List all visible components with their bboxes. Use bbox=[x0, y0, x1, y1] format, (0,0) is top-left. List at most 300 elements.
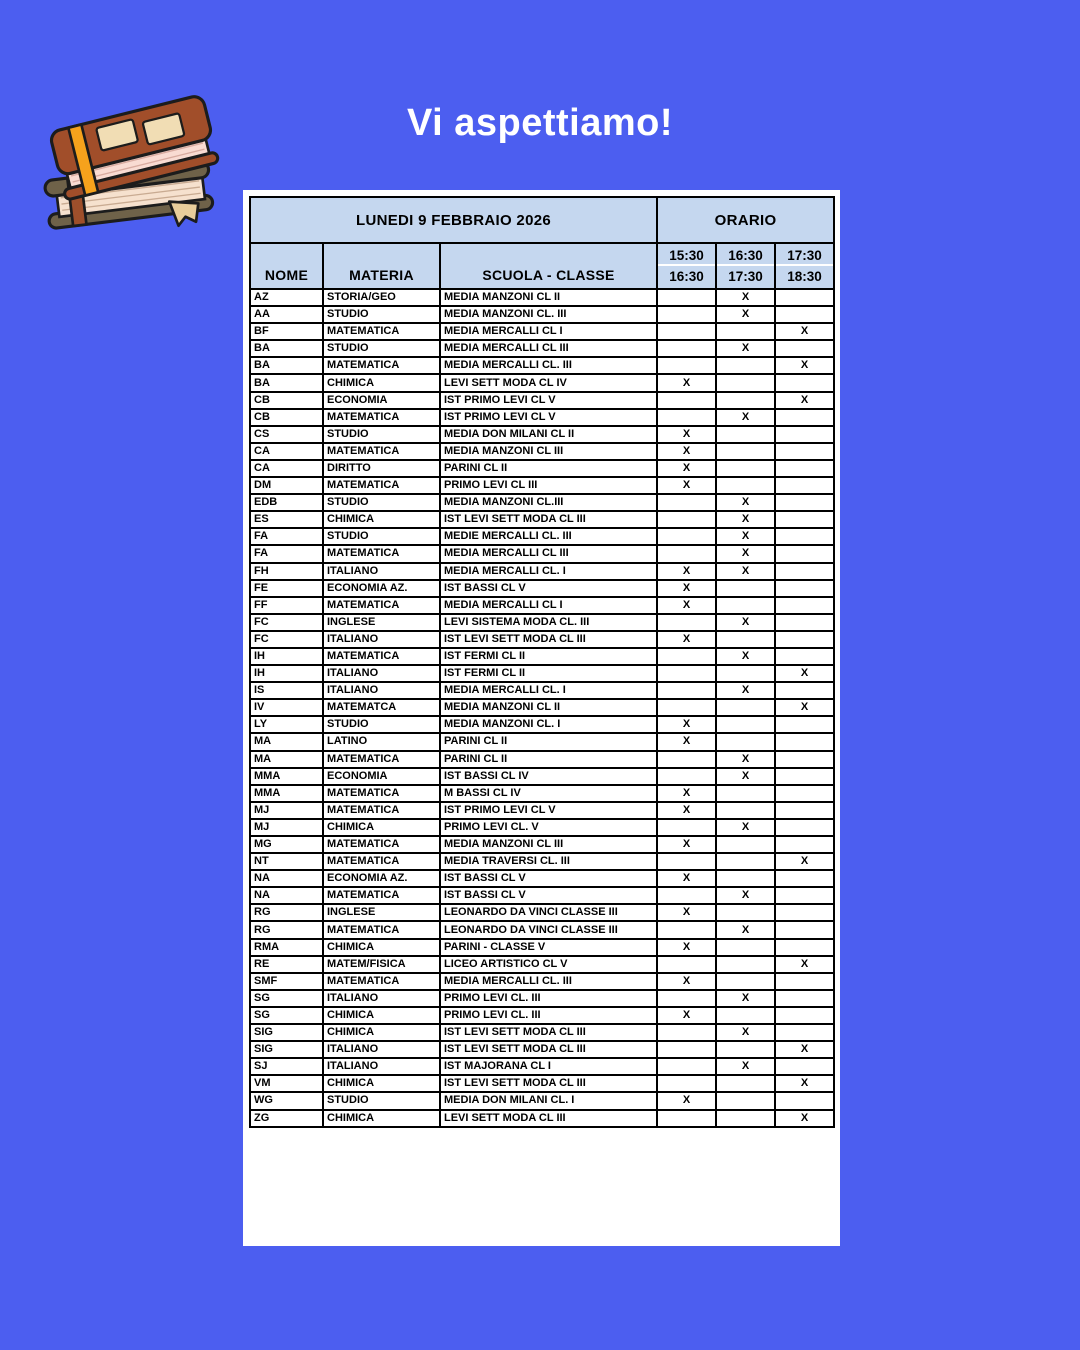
slot-mark-2: X bbox=[716, 768, 775, 785]
row-scuola: MEDIA MANZONI CL. III bbox=[440, 306, 657, 323]
row-materia: MATEMATICA bbox=[323, 836, 440, 853]
row-nome: CA bbox=[250, 443, 323, 460]
row-scuola: MEDIA MERCALLI CL III bbox=[440, 340, 657, 357]
row-nome: EDB bbox=[250, 494, 323, 511]
row-materia: CHIMICA bbox=[323, 374, 440, 391]
slot-mark-2 bbox=[716, 631, 775, 648]
schedule-row bbox=[250, 1110, 834, 1127]
schedule-row bbox=[250, 1058, 834, 1075]
slot-mark-1 bbox=[657, 1041, 716, 1058]
schedule-row bbox=[250, 614, 834, 631]
row-nome: IH bbox=[250, 665, 323, 682]
schedule-row bbox=[250, 904, 834, 921]
row-nome: MA bbox=[250, 733, 323, 750]
slot-mark-2: X bbox=[716, 545, 775, 562]
row-scuola: IST FERMI CL II bbox=[440, 648, 657, 665]
row-materia: MATEM/FISICA bbox=[323, 956, 440, 973]
slot-mark-1: X bbox=[657, 426, 716, 443]
slot-mark-1 bbox=[657, 614, 716, 631]
slot-mark-2 bbox=[716, 443, 775, 460]
slot-mark-1 bbox=[657, 357, 716, 374]
slot-mark-1: X bbox=[657, 460, 716, 477]
row-scuola: MEDIA MERCALLI CL. I bbox=[440, 682, 657, 699]
schedule-row bbox=[250, 751, 834, 768]
schedule-row bbox=[250, 785, 834, 802]
slot-mark-3: X bbox=[775, 1110, 834, 1127]
slot-mark-2 bbox=[716, 956, 775, 973]
slot-mark-2: X bbox=[716, 921, 775, 938]
row-nome: SMF bbox=[250, 973, 323, 990]
slot-mark-2 bbox=[716, 836, 775, 853]
slot-mark-2 bbox=[716, 374, 775, 391]
slot-mark-2 bbox=[716, 392, 775, 409]
slot-mark-3 bbox=[775, 648, 834, 665]
slot-mark-3 bbox=[775, 528, 834, 545]
slot-mark-2: X bbox=[716, 1024, 775, 1041]
row-nome: CS bbox=[250, 426, 323, 443]
row-scuola: MEDIA MERCALLI CL III bbox=[440, 545, 657, 562]
slot1-end-time: 16:30 bbox=[669, 269, 704, 284]
slot-mark-1 bbox=[657, 1110, 716, 1127]
slot-mark-1 bbox=[657, 392, 716, 409]
schedule-row bbox=[250, 956, 834, 973]
slot-mark-1 bbox=[657, 921, 716, 938]
row-scuola: PRIMO LEVI CL. III bbox=[440, 990, 657, 1007]
schedule-row bbox=[250, 1092, 834, 1109]
slot-mark-2: X bbox=[716, 751, 775, 768]
slot-mark-3: X bbox=[775, 956, 834, 973]
row-nome: BA bbox=[250, 374, 323, 391]
schedule-row bbox=[250, 836, 834, 853]
slot-mark-3 bbox=[775, 733, 834, 750]
row-nome: MMA bbox=[250, 768, 323, 785]
column-header-materia: MATERIA bbox=[323, 243, 440, 289]
schedule-row bbox=[250, 870, 834, 887]
row-materia: LATINO bbox=[323, 733, 440, 750]
row-scuola: IST BASSI CL V bbox=[440, 580, 657, 597]
row-scuola: IST LEVI SETT MODA CL III bbox=[440, 1024, 657, 1041]
slot-mark-2: X bbox=[716, 289, 775, 306]
slot1-start-time: 15:30 bbox=[658, 245, 715, 266]
row-scuola: PRIMO LEVI CL III bbox=[440, 477, 657, 494]
row-materia: MATEMATICA bbox=[323, 477, 440, 494]
row-nome: CB bbox=[250, 409, 323, 426]
row-scuola: MEDIA MANZONI CL.III bbox=[440, 494, 657, 511]
row-scuola: MEDIA DON MILANI CL. I bbox=[440, 1092, 657, 1109]
row-materia: ECONOMIA AZ. bbox=[323, 870, 440, 887]
slot-mark-1 bbox=[657, 699, 716, 716]
slot-mark-2: X bbox=[716, 990, 775, 1007]
row-nome: NA bbox=[250, 887, 323, 904]
row-nome: LY bbox=[250, 716, 323, 733]
row-materia: MATEMATICA bbox=[323, 785, 440, 802]
row-materia: STUDIO bbox=[323, 306, 440, 323]
schedule-row bbox=[250, 494, 834, 511]
row-scuola: IST PRIMO LEVI CL V bbox=[440, 409, 657, 426]
slot-mark-1 bbox=[657, 528, 716, 545]
row-materia: CHIMICA bbox=[323, 1024, 440, 1041]
schedule-row bbox=[250, 1041, 834, 1058]
schedule-table bbox=[249, 196, 835, 1128]
slot-mark-2 bbox=[716, 802, 775, 819]
schedule-row bbox=[250, 939, 834, 956]
row-materia: STUDIO bbox=[323, 528, 440, 545]
slot-mark-3 bbox=[775, 990, 834, 1007]
slot-mark-2: X bbox=[716, 306, 775, 323]
row-materia: MATEMATICA bbox=[323, 921, 440, 938]
slot-mark-1: X bbox=[657, 870, 716, 887]
row-materia: STUDIO bbox=[323, 426, 440, 443]
row-scuola: IST LEVI SETT MODA CL III bbox=[440, 511, 657, 528]
slot-mark-1: X bbox=[657, 716, 716, 733]
row-nome: SIG bbox=[250, 1041, 323, 1058]
slot-mark-2 bbox=[716, 870, 775, 887]
slot-mark-2 bbox=[716, 597, 775, 614]
row-scuola: LEVI SISTEMA MODA CL. III bbox=[440, 614, 657, 631]
row-scuola: PARINI CL II bbox=[440, 460, 657, 477]
row-nome: RE bbox=[250, 956, 323, 973]
schedule-row bbox=[250, 306, 834, 323]
row-nome: SIG bbox=[250, 1024, 323, 1041]
row-materia: MATEMATCA bbox=[323, 699, 440, 716]
row-scuola: LEVI SETT MODA CL III bbox=[440, 1110, 657, 1127]
row-materia: ITALIANO bbox=[323, 631, 440, 648]
slot-mark-1 bbox=[657, 648, 716, 665]
row-nome: CB bbox=[250, 392, 323, 409]
row-nome: FE bbox=[250, 580, 323, 597]
slot3-start-time: 17:30 bbox=[776, 245, 833, 266]
schedule-row bbox=[250, 392, 834, 409]
slot-mark-3 bbox=[775, 494, 834, 511]
slot-mark-3: X bbox=[775, 665, 834, 682]
schedule-row bbox=[250, 563, 834, 580]
row-materia: ITALIANO bbox=[323, 1058, 440, 1075]
slot-mark-1 bbox=[657, 990, 716, 1007]
slot-mark-3: X bbox=[775, 357, 834, 374]
slot-mark-2 bbox=[716, 716, 775, 733]
slot-mark-1: X bbox=[657, 374, 716, 391]
row-scuola: MEDIA MANZONI CL III bbox=[440, 443, 657, 460]
schedule-row bbox=[250, 1075, 834, 1092]
slot-mark-2 bbox=[716, 1075, 775, 1092]
row-materia: MATEMATICA bbox=[323, 597, 440, 614]
row-scuola: M BASSI CL IV bbox=[440, 785, 657, 802]
row-materia: MATEMATICA bbox=[323, 887, 440, 904]
slot-mark-3 bbox=[775, 460, 834, 477]
row-materia: ECONOMIA bbox=[323, 392, 440, 409]
row-scuola: IST BASSI CL IV bbox=[440, 768, 657, 785]
slot-mark-3 bbox=[775, 580, 834, 597]
slot-mark-3 bbox=[775, 939, 834, 956]
row-materia: STUDIO bbox=[323, 716, 440, 733]
slot-mark-3: X bbox=[775, 1041, 834, 1058]
schedule-row bbox=[250, 289, 834, 306]
schedule-row bbox=[250, 545, 834, 562]
slot-mark-1: X bbox=[657, 785, 716, 802]
row-materia: CHIMICA bbox=[323, 511, 440, 528]
row-materia: CHIMICA bbox=[323, 1110, 440, 1127]
slot-mark-1: X bbox=[657, 904, 716, 921]
slot-mark-1 bbox=[657, 289, 716, 306]
row-nome: FA bbox=[250, 528, 323, 545]
row-materia: MATEMATICA bbox=[323, 443, 440, 460]
row-nome: RG bbox=[250, 904, 323, 921]
page-title: Vi aspettiamo! bbox=[406, 102, 674, 144]
slot-mark-1 bbox=[657, 494, 716, 511]
row-scuola: MEDIA MERCALLI CL. III bbox=[440, 357, 657, 374]
slot-mark-2 bbox=[716, 904, 775, 921]
slot-mark-3 bbox=[775, 477, 834, 494]
row-scuola: IST BASSI CL V bbox=[440, 887, 657, 904]
row-materia: DIRITTO bbox=[323, 460, 440, 477]
row-materia: ITALIANO bbox=[323, 990, 440, 1007]
row-materia: CHIMICA bbox=[323, 939, 440, 956]
row-scuola: IST LEVI SETT MODA CL III bbox=[440, 631, 657, 648]
row-materia: CHIMICA bbox=[323, 1007, 440, 1024]
schedule-row bbox=[250, 340, 834, 357]
row-nome: BF bbox=[250, 323, 323, 340]
schedule-row bbox=[250, 580, 834, 597]
row-scuola: LEONARDO DA VINCI CLASSE III bbox=[440, 921, 657, 938]
row-scuola: MEDIA MERCALLI CL I bbox=[440, 597, 657, 614]
slot-mark-3: X bbox=[775, 323, 834, 340]
row-materia: INGLESE bbox=[323, 614, 440, 631]
row-nome: SJ bbox=[250, 1058, 323, 1075]
slot-mark-1: X bbox=[657, 563, 716, 580]
slot-mark-3 bbox=[775, 340, 834, 357]
slot-mark-1 bbox=[657, 1058, 716, 1075]
row-nome: FA bbox=[250, 545, 323, 562]
row-nome: AZ bbox=[250, 289, 323, 306]
schedule-row bbox=[250, 973, 834, 990]
slot-mark-3 bbox=[775, 887, 834, 904]
slot-mark-2: X bbox=[716, 614, 775, 631]
row-scuola: IST FERMI CL II bbox=[440, 665, 657, 682]
slot-mark-2: X bbox=[716, 563, 775, 580]
row-scuola: MEDIA TRAVERSI CL. III bbox=[440, 853, 657, 870]
schedule-row bbox=[250, 682, 834, 699]
column-header-slot2 bbox=[716, 243, 775, 289]
slot-mark-3: X bbox=[775, 699, 834, 716]
slot-mark-2 bbox=[716, 699, 775, 716]
row-nome: VM bbox=[250, 1075, 323, 1092]
row-scuola: MEDIA MERCALLI CL. III bbox=[440, 973, 657, 990]
row-nome: FC bbox=[250, 631, 323, 648]
row-scuola: IST BASSI CL V bbox=[440, 870, 657, 887]
slot-mark-1: X bbox=[657, 733, 716, 750]
row-scuola: PRIMO LEVI CL. V bbox=[440, 819, 657, 836]
schedule-row bbox=[250, 648, 834, 665]
column-header-slot3 bbox=[775, 243, 834, 289]
slot-mark-3 bbox=[775, 682, 834, 699]
row-scuola: IST LEVI SETT MODA CL III bbox=[440, 1041, 657, 1058]
row-nome: IV bbox=[250, 699, 323, 716]
slot-mark-3 bbox=[775, 1092, 834, 1109]
row-materia: MATEMATICA bbox=[323, 545, 440, 562]
row-materia: MATEMATICA bbox=[323, 648, 440, 665]
slot-mark-1 bbox=[657, 682, 716, 699]
slot-mark-1 bbox=[657, 409, 716, 426]
row-nome: MJ bbox=[250, 819, 323, 836]
slot-mark-1 bbox=[657, 956, 716, 973]
row-materia: STUDIO bbox=[323, 1092, 440, 1109]
row-nome: IH bbox=[250, 648, 323, 665]
row-scuola: IST PRIMO LEVI CL V bbox=[440, 392, 657, 409]
schedule-row bbox=[250, 733, 834, 750]
row-materia: ITALIANO bbox=[323, 563, 440, 580]
row-materia: MATEMATICA bbox=[323, 323, 440, 340]
row-materia: CHIMICA bbox=[323, 819, 440, 836]
row-nome: AA bbox=[250, 306, 323, 323]
row-nome: ZG bbox=[250, 1110, 323, 1127]
slot-mark-2 bbox=[716, 426, 775, 443]
row-scuola: MEDIE MERCALLI CL. III bbox=[440, 528, 657, 545]
row-scuola: PARINI CL II bbox=[440, 733, 657, 750]
slot-mark-1 bbox=[657, 323, 716, 340]
schedule-row bbox=[250, 665, 834, 682]
slot-mark-1 bbox=[657, 751, 716, 768]
schedule-row bbox=[250, 631, 834, 648]
slot-mark-3 bbox=[775, 1007, 834, 1024]
row-scuola: MEDIA MANZONI CL. I bbox=[440, 716, 657, 733]
schedule-row bbox=[250, 990, 834, 1007]
row-scuola: PARINI - CLASSE V bbox=[440, 939, 657, 956]
schedule-row bbox=[250, 357, 834, 374]
slot-mark-3 bbox=[775, 443, 834, 460]
slot-mark-2 bbox=[716, 477, 775, 494]
row-materia: MATEMATICA bbox=[323, 751, 440, 768]
row-nome: FH bbox=[250, 563, 323, 580]
schedule-row bbox=[250, 921, 834, 938]
slot-mark-2: X bbox=[716, 528, 775, 545]
slot-mark-2: X bbox=[716, 682, 775, 699]
row-scuola: LEVI SETT MODA CL IV bbox=[440, 374, 657, 391]
row-nome: ES bbox=[250, 511, 323, 528]
table-date-header: LUNEDI 9 FEBBRAIO 2026 bbox=[250, 197, 657, 243]
row-nome: NA bbox=[250, 870, 323, 887]
schedule-row bbox=[250, 887, 834, 904]
row-materia: STUDIO bbox=[323, 494, 440, 511]
slot-mark-3 bbox=[775, 836, 834, 853]
schedule-row bbox=[250, 768, 834, 785]
row-materia: STUDIO bbox=[323, 340, 440, 357]
slot-mark-2 bbox=[716, 357, 775, 374]
slot2-start-time: 16:30 bbox=[717, 245, 774, 266]
row-nome: BA bbox=[250, 340, 323, 357]
row-nome: MA bbox=[250, 751, 323, 768]
schedule-row bbox=[250, 802, 834, 819]
slot-mark-1 bbox=[657, 665, 716, 682]
slot-mark-3 bbox=[775, 904, 834, 921]
slot-mark-3 bbox=[775, 374, 834, 391]
slot-mark-3 bbox=[775, 409, 834, 426]
row-materia: MATEMATICA bbox=[323, 357, 440, 374]
slot-mark-3 bbox=[775, 614, 834, 631]
slot-mark-1 bbox=[657, 819, 716, 836]
row-nome: FC bbox=[250, 614, 323, 631]
column-header-nome: NOME bbox=[250, 243, 323, 289]
slot3-end-time: 18:30 bbox=[787, 269, 822, 284]
row-nome: MJ bbox=[250, 802, 323, 819]
slot-mark-3: X bbox=[775, 1075, 834, 1092]
slot-mark-1: X bbox=[657, 597, 716, 614]
slot-mark-3 bbox=[775, 973, 834, 990]
slot-mark-1: X bbox=[657, 477, 716, 494]
slot-mark-2 bbox=[716, 853, 775, 870]
slot-mark-2 bbox=[716, 580, 775, 597]
column-header-scuola: SCUOLA - CLASSE bbox=[440, 243, 657, 289]
slot-mark-1 bbox=[657, 306, 716, 323]
slot-mark-2 bbox=[716, 939, 775, 956]
row-scuola: MEDIA MERCALLI CL. I bbox=[440, 563, 657, 580]
slot-mark-2: X bbox=[716, 340, 775, 357]
slot-mark-3 bbox=[775, 631, 834, 648]
schedule-row bbox=[250, 511, 834, 528]
row-nome: IS bbox=[250, 682, 323, 699]
slot-mark-2: X bbox=[716, 494, 775, 511]
slot-mark-1: X bbox=[657, 836, 716, 853]
slot-mark-1 bbox=[657, 545, 716, 562]
slot-mark-3: X bbox=[775, 392, 834, 409]
slot-mark-2 bbox=[716, 973, 775, 990]
slot-mark-1 bbox=[657, 853, 716, 870]
schedule-row bbox=[250, 460, 834, 477]
row-scuola: MEDIA MERCALLI CL I bbox=[440, 323, 657, 340]
row-nome: SG bbox=[250, 990, 323, 1007]
slot-mark-1: X bbox=[657, 973, 716, 990]
slot-mark-1 bbox=[657, 1075, 716, 1092]
schedule-row bbox=[250, 853, 834, 870]
slot-mark-2 bbox=[716, 785, 775, 802]
slot-mark-3 bbox=[775, 716, 834, 733]
row-materia: MATEMATICA bbox=[323, 973, 440, 990]
schedule-row bbox=[250, 409, 834, 426]
slot-mark-3 bbox=[775, 819, 834, 836]
slot-mark-3 bbox=[775, 751, 834, 768]
slot-mark-1 bbox=[657, 511, 716, 528]
slot-mark-2 bbox=[716, 1092, 775, 1109]
slot-mark-2 bbox=[716, 733, 775, 750]
row-scuola: LEONARDO DA VINCI CLASSE III bbox=[440, 904, 657, 921]
schedule-row bbox=[250, 374, 834, 391]
slot-mark-1 bbox=[657, 887, 716, 904]
schedule-row bbox=[250, 1024, 834, 1041]
slot-mark-1 bbox=[657, 1024, 716, 1041]
slot-mark-3 bbox=[775, 1058, 834, 1075]
schedule-row bbox=[250, 819, 834, 836]
slot-mark-3 bbox=[775, 545, 834, 562]
row-nome: FF bbox=[250, 597, 323, 614]
row-materia: ECONOMIA bbox=[323, 768, 440, 785]
slot-mark-2 bbox=[716, 460, 775, 477]
row-materia: MATEMATICA bbox=[323, 802, 440, 819]
slot-mark-1: X bbox=[657, 802, 716, 819]
schedule-row bbox=[250, 1007, 834, 1024]
slot-mark-3 bbox=[775, 289, 834, 306]
table-orario-header: ORARIO bbox=[657, 197, 834, 243]
schedule-row bbox=[250, 699, 834, 716]
slot-mark-2: X bbox=[716, 819, 775, 836]
row-materia: CHIMICA bbox=[323, 1075, 440, 1092]
slot-mark-2: X bbox=[716, 887, 775, 904]
row-nome: RG bbox=[250, 921, 323, 938]
schedule-row bbox=[250, 477, 834, 494]
schedule-row bbox=[250, 426, 834, 443]
row-nome: CA bbox=[250, 460, 323, 477]
slot-mark-2 bbox=[716, 1110, 775, 1127]
row-nome: RMA bbox=[250, 939, 323, 956]
slot-mark-2 bbox=[716, 1007, 775, 1024]
